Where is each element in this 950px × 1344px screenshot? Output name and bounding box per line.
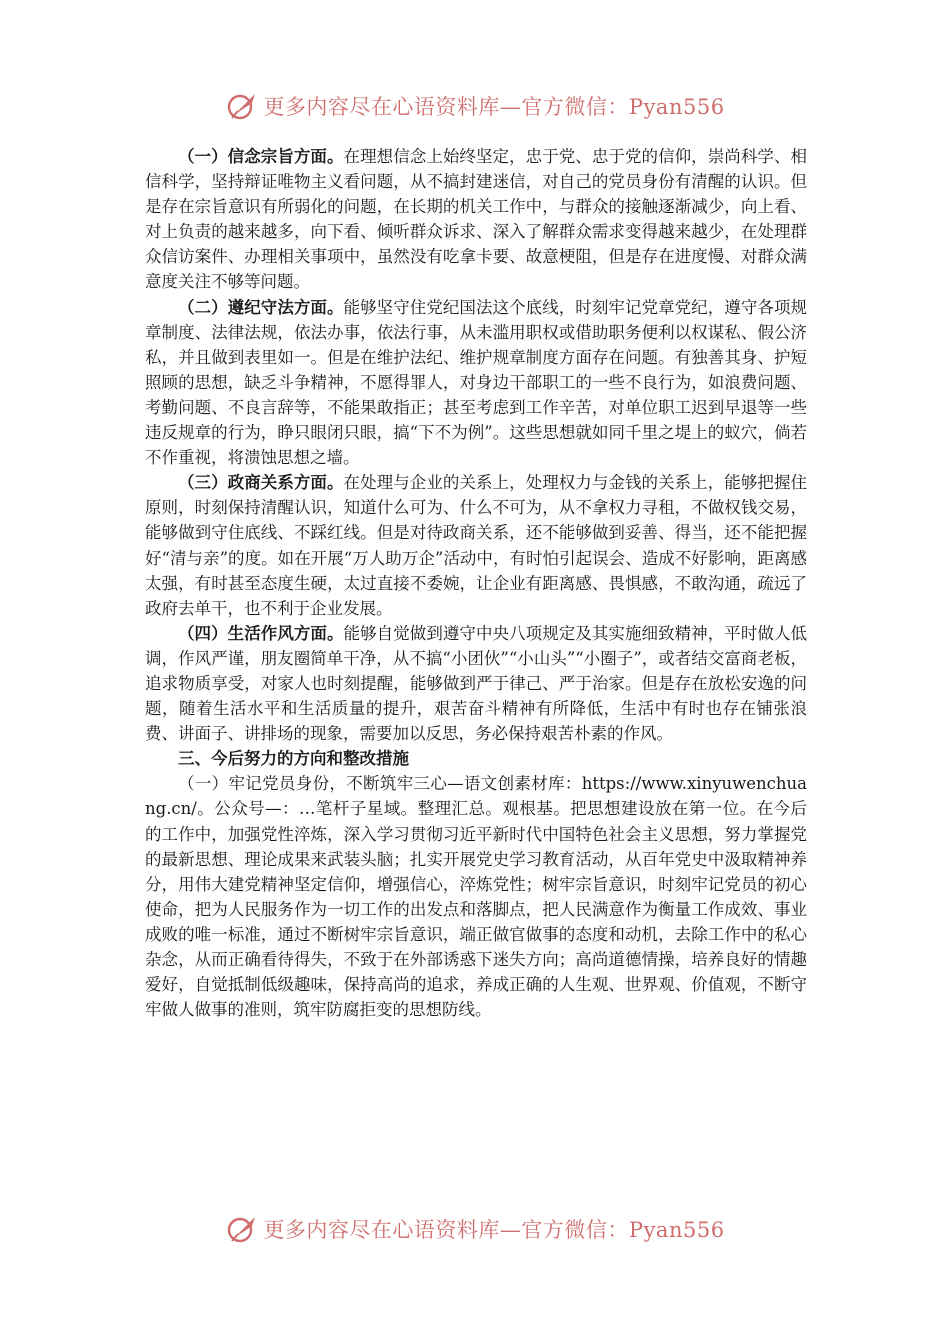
paragraph-belief	[145, 144, 807, 295]
section-heading: 三、今后努力的方向和整改措施	[178, 749, 409, 769]
paragraph-lifestyle	[145, 621, 807, 746]
paragraph-lead: （三）政商关系方面。	[178, 473, 344, 493]
document-body	[145, 144, 807, 1022]
paragraph-discipline	[145, 295, 807, 471]
paragraph-text: 在理想信念上始终坚定，忠于党、忠于党的信仰，崇尚科学、相信科学，坚持辩证唯物主义看问题，从不搞封建迷信，对自己的党员身份有清醒的认识。但是存在宗旨意识有所弱化的问题，在长期的机关工作中，与群众的接触逐渐减少，向上看、对上负责的越来越多，向下看、倾听群众诉求、深入了解群众需求变得越来越少，在处理群众信访案件、办理相关事项中，虽然没有吃拿卡要、故意梗阻，但是存在进度慢、对群众满意度关注不够等问题。	[145, 147, 808, 292]
paragraph-text: 能够自觉做到遵守中央八项规定及其实施细致精神，平时做人低调，作风严谨，朋友圈简单干净，从不搞“小团伙”“小山头”“小圈子”，或者结交富商老板，追求物质享受，对家人也时刻提醒，能够做到严于律己、严于治家。但是存在放松安逸的问题，随着生活水平和生活质量的提升，艰苦奋斗精神有所降低，生活中有时也存在铺张浪费、讲面子、讲排场的现象，需要加以反思，务必保持艰苦朴素的作风。	[145, 623, 808, 744]
paragraph-lead: （一）信念宗旨方面。	[178, 147, 344, 166]
paragraph-lead: （四）生活作风方面。	[178, 623, 344, 643]
paragraph-measures: （一）牢记党员身份，不断筑牢三心—语文创素材库：https://www.xinyuwenchuang.cn/。公众号—：…笔杆子星域。整理汇总。观根基。把思想建设放在第一位。在今后的工作中，加强党性淬炼，深入学习贯彻习近平新时代中国特色社会主义思想，努力掌握党的最新思想、理论成果来武装头脑；扎实开展党史学习教育活动，从百年党史中汲取精神养分，用伟大建党精神坚定信仰，增强信心，淬炼党性；树牢宗旨意识，时刻牢记党员的初心使命，把为人民服务作为一切工作的出发点和落脚点，把人民满意作为衡量工作成效、事业成败的唯一标准，通过不断树牢宗旨意识，端正做官做事的态度和动机，去除工作中的私心杂念，从而正确看待得失，不致于在外部诱惑下迷失方向；高尚道德情操，培养良好的情趣爱好，自觉抵制低级趣味，保持高尚的追求，养成正确的人生观、世界观、价值观，不断守牢做人做事的准则，筑牢防腐拒变的思想防线。	[145, 774, 807, 1020]
footer-watermark-banner	[0, 1209, 950, 1249]
watermark-text: 更多内容尽在心语资料库—官方微信：Pyan556	[263, 1218, 725, 1242]
header-watermark-banner	[0, 86, 950, 126]
quill-logo-icon	[225, 1212, 259, 1246]
quill-logo-icon	[225, 89, 259, 123]
watermark-text: 更多内容尽在心语资料库—官方微信：Pyan556	[263, 95, 725, 119]
paragraph-text: 能够坚守住党纪国法这个底线，时刻牢记党章党纪，遵守各项规章制度、法律法规，依法办事，依法行事，从未滥用职权或借助职务便利以权谋私、假公济私，并且做到表里如一。但是在维护法纪、维护规章制度方面存在问题。有独善其身、护短照顾的思想，缺乏斗争精神，不愿得罪人，对身边干部职工的一些不良行为，如浪费问题、考勤问题、不良言辞等，不能果敢指正；甚至考虑到工作辛苦，对单位职工迟到早退等一些违反规章的行为，睁只眼闭只眼，搞“下不为例”。这些思想就如同千里之堤上的蚁穴，倘若不作重视，将溃蚀思想之墙。	[145, 297, 808, 468]
paragraph-text: 在处理与企业的关系上，处理权力与金钱的关系上，能够把握住原则，时刻保持清醒认识，知道什么可为、什么不可为，从不拿权力寻租，不做权钱交易，能够做到守住底线、不踩红线。但是对待政商关系，还不能够做到妥善、得当，还不能把握好“清与亲”的度。如在开展“万人助万企”活动中，有时怕引起误会、造成不好影响，距离感太强，有时甚至态度生硬，太过直接不委婉，让企业有距离感、畏惧感，不敢沟通，疏远了政府去单干，也不利于企业发展。	[145, 473, 808, 618]
paragraph-lead: （二）遵纪守法方面。	[178, 297, 344, 317]
paragraph-business-relations	[145, 470, 807, 621]
